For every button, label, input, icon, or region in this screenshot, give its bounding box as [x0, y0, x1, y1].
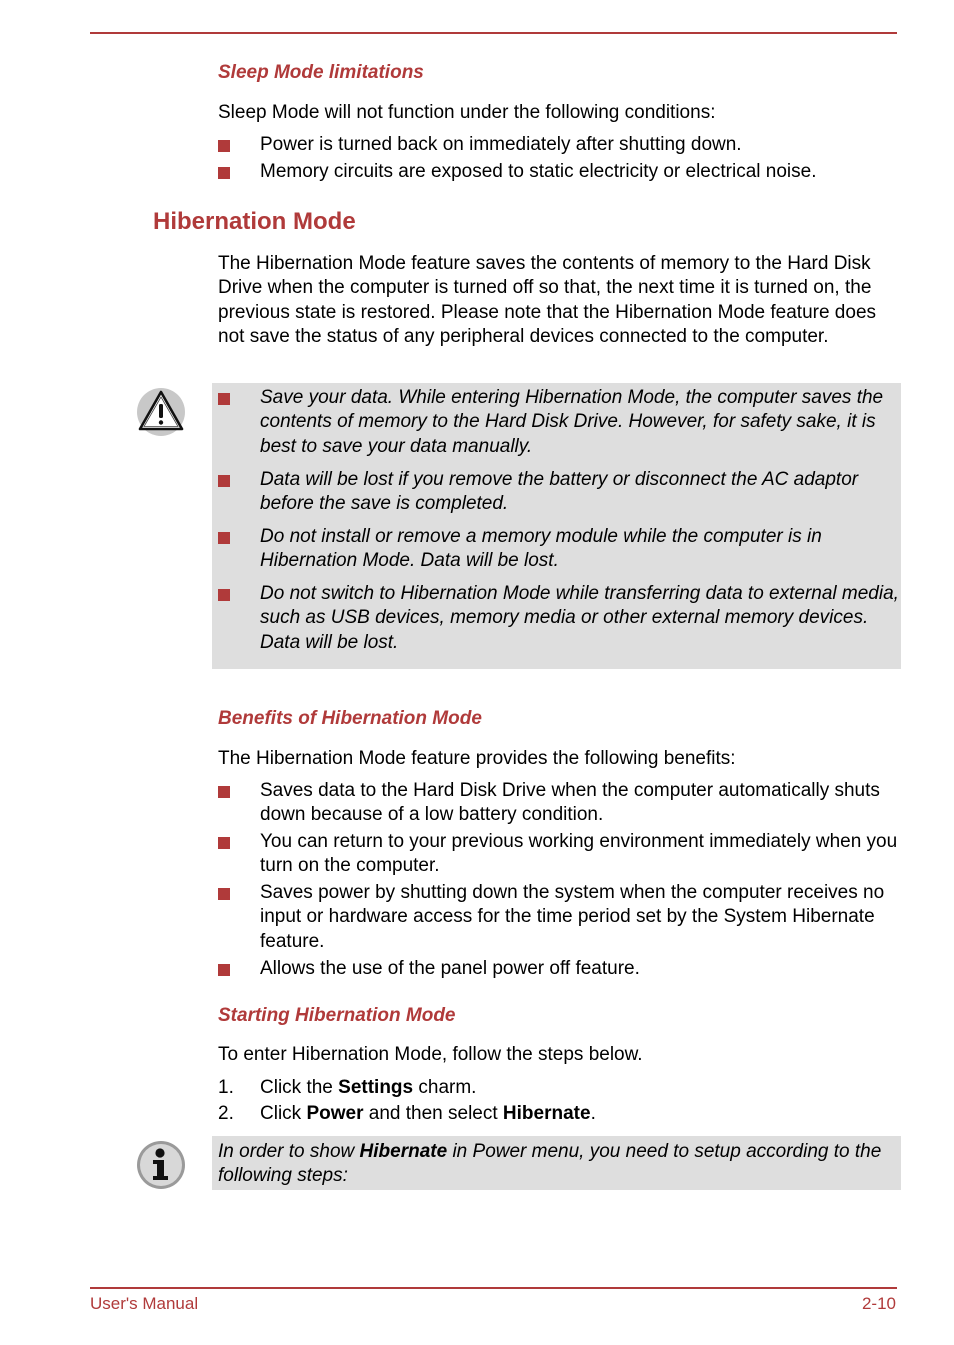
- benefits-intro: The Hibernation Mode feature provides the following benefits:: [218, 748, 736, 769]
- bullet-square: [218, 393, 230, 405]
- page-number: 2-10: [861, 1294, 896, 1313]
- bullet-square: [218, 888, 230, 900]
- hibernation-heading: Hibernation Mode: [153, 208, 356, 235]
- bullet-square: [218, 167, 230, 179]
- hibernation-body: The Hibernation Mode feature saves the contents of memory to the Hard Disk Drive when the computer is turned off so that, the next time it is turned on, the previous state is restored. Please note that the Hibernation Mode feature does not save the status of any peripheral devices connected to the computer.: [218, 253, 877, 348]
- settings-label: Settings: [338, 1077, 414, 1098]
- starting-heading: Starting Hibernation Mode: [218, 1005, 456, 1026]
- hibernate-label: Hibernate: [502, 1103, 591, 1124]
- bullet-square: [218, 964, 230, 976]
- header-rule: [90, 32, 897, 34]
- bullet-square: [218, 786, 230, 798]
- benefits-heading: Benefits of Hibernation Mode: [218, 708, 482, 729]
- bullet-square: [218, 475, 230, 487]
- caution-triangle-icon: [136, 387, 186, 437]
- sleep-limitations-heading: Sleep Mode limitations: [218, 62, 424, 83]
- info-icon: [136, 1140, 186, 1190]
- note-hibernate-label: Hibernate: [359, 1141, 448, 1162]
- sleep-limitations-intro: Sleep Mode will not function under the following conditions:: [218, 102, 716, 123]
- bullet-square: [218, 140, 230, 152]
- bullet-square: [218, 837, 230, 849]
- starting-intro: To enter Hibernation Mode, follow the steps below.: [218, 1044, 643, 1065]
- power-label: Power: [306, 1103, 364, 1124]
- footer-title: User's Manual: [90, 1294, 199, 1313]
- footer-rule: [90, 1287, 897, 1289]
- bullet-square: [218, 532, 230, 544]
- bullet-square: [218, 589, 230, 601]
- info-note-text: In order to show Hibernate in Power menu, you need to setup according to the following steps:: [218, 1141, 882, 1187]
